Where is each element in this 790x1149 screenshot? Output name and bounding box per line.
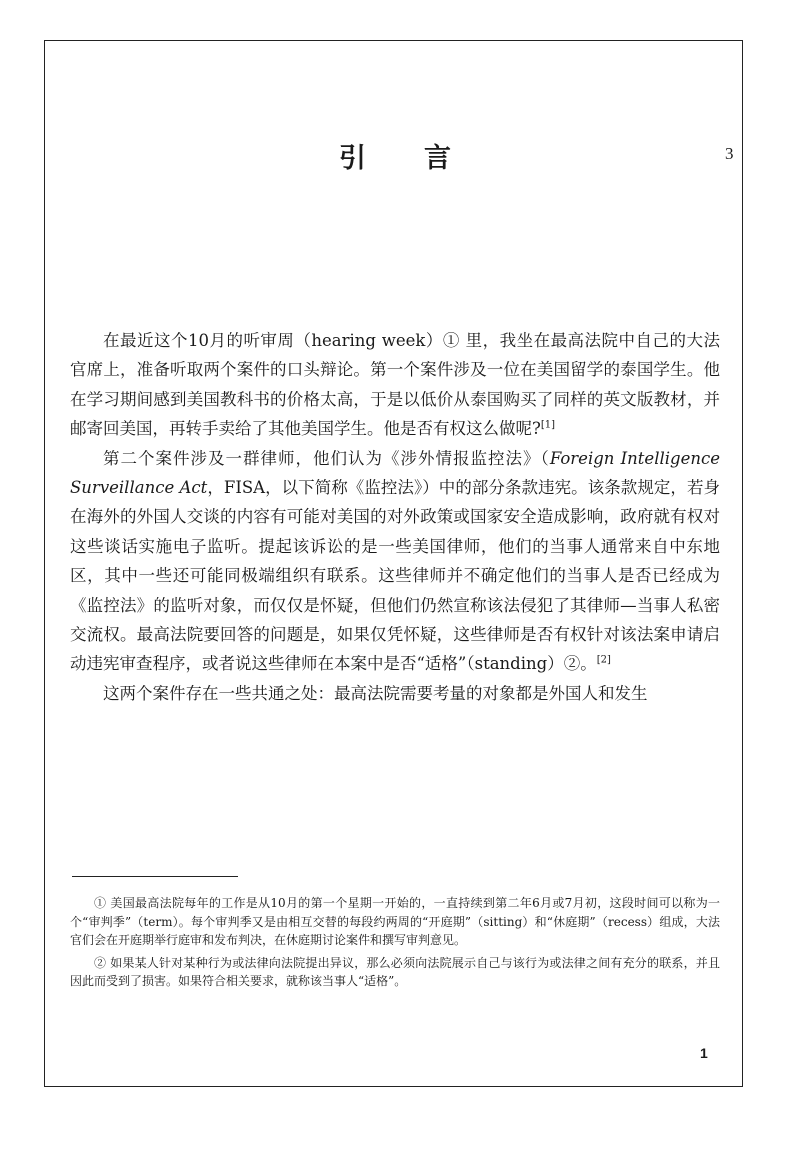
footnote-divider: [72, 876, 238, 877]
side-page-number: 3: [725, 144, 734, 163]
paragraph-2-text-end: ，FISA，以下简称《监控法》）中的部分条款违宪。该条款规定，若身在海外的外国人交谈的内容有可能对美国的对外政策或国家安全造成影响，政府就有权对这些谈话实施电子监听。提起该诉讼的是一些美国律师，他们的当事人通常来自中东地区，其中一些还可能同极端组织有联系。这些律师并不确定他们的当事人是否已经成为《监控法》的监听对象，而仅仅是怀疑，但他们仍然宣称该法侵犯了其律师—当事人私密交流权。最高法院要回答的问题是，如果仅凭怀疑，这些律师是否有权针对该法案申请启动违宪审查程序，或者说这些律师在本案中是否“适格”（standing）②。: [70, 478, 720, 674]
paragraph-2-text-start: 第二个案件涉及一群律师，他们认为《涉外情报监控法》（: [103, 448, 550, 468]
paragraph-3-text: 这两个案件存在一些共通之处：最高法院需要考量的对象都是外国人和发生: [103, 683, 648, 703]
footnote-1: ① 美国最高法院每年的工作是从10月的第一个星期一开始的，一直持续到第二年6月或7月初，这段时间可以称为一个“审判季”（term）。每个审判季又是由相互交替的每段约两周的“开庭期”（sitting）和“休庭期”（recess）组成，大法官们会在开庭期举行庭审和发布判决，在休庭期讨论案件和撰写审判意见。: [70, 896, 720, 947]
paragraph-1-text: 在最近这个10月的听审周（hearing week）① 里，我坐在最高法院中自己的大法官席上，准备听取两个案件的口头辩论。第一个案件涉及一位在美国留学的泰国学生。他在学习期间感到美国教科书的价格太高，于是以低价从泰国购买了同样的英文版教材，并邮寄回美国，再转手卖给了其他美国学生。他是否有权这么做呢?: [70, 331, 720, 439]
chapter-title: 引言: [339, 143, 509, 174]
paragraph-3: [70, 679, 720, 708]
endnote-ref-2[interactable]: [2]: [596, 654, 611, 666]
act-english-name: Foreign Intelligence Surveillance Act: [70, 448, 720, 498]
paragraph-1: [70, 326, 720, 444]
endnote-ref-1[interactable]: [1]: [540, 419, 556, 431]
footnote-2: ② 如果某人针对某种行为或法律向法院提出异议，那么必须向法院展示自己与该行为或法律之间有充分的联系，并且因此而受到了损害。如果符合相关要求，就称该当事人“适格”。: [70, 955, 720, 988]
body-text: [70, 326, 720, 708]
page-number: 1: [700, 1045, 708, 1061]
paragraph-2: [70, 444, 720, 679]
footnotes: [70, 894, 720, 995]
